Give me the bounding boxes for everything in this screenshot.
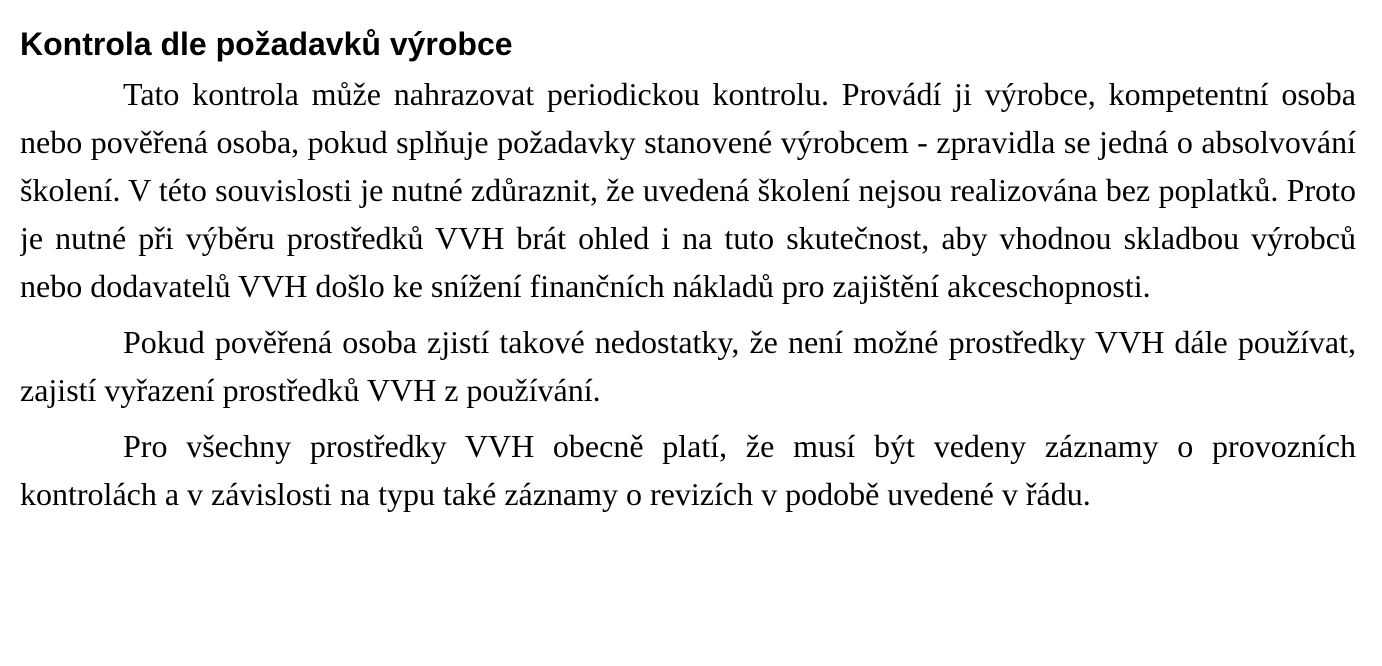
paragraph-records: Pro všechny prostředky VVH obecně platí, že musí být vedeny záznamy o provozních kontrolách a v závislosti na typu také záznamy o revizích v podobě uvedené v řádu. xyxy=(20,428,1356,512)
section-heading: Kontrola dle požadavků výrobce xyxy=(20,26,513,62)
paragraph-manufacturer-inspection: Tato kontrola může nahrazovat periodickou kontrolu. Provádí ji výrobce, kompetentní osoba nebo pověřená osoba, pokud splňuje požadavky stanovené výrobcem - zpravidla se jedná o absolvování školení. V této souvislosti je nutné zdůraznit, že uvedená školení nejsou realizována bez poplatků. Proto je nutné při výběru prostředků VVH brát ohled i na tuto skutečnost, aby vhodnou skladbou výrobců nebo dodavatelů VVH došlo ke snížení finančních nákladů pro zajištění akceschopnosti. xyxy=(20,76,1356,304)
paragraph-defects-removal: Pokud pověřená osoba zjistí takové nedostatky, že není možné prostředky VVH dále používat, zajistí vyřazení prostředků VVH z používání. xyxy=(20,324,1356,408)
document-page xyxy=(20,0,1356,666)
